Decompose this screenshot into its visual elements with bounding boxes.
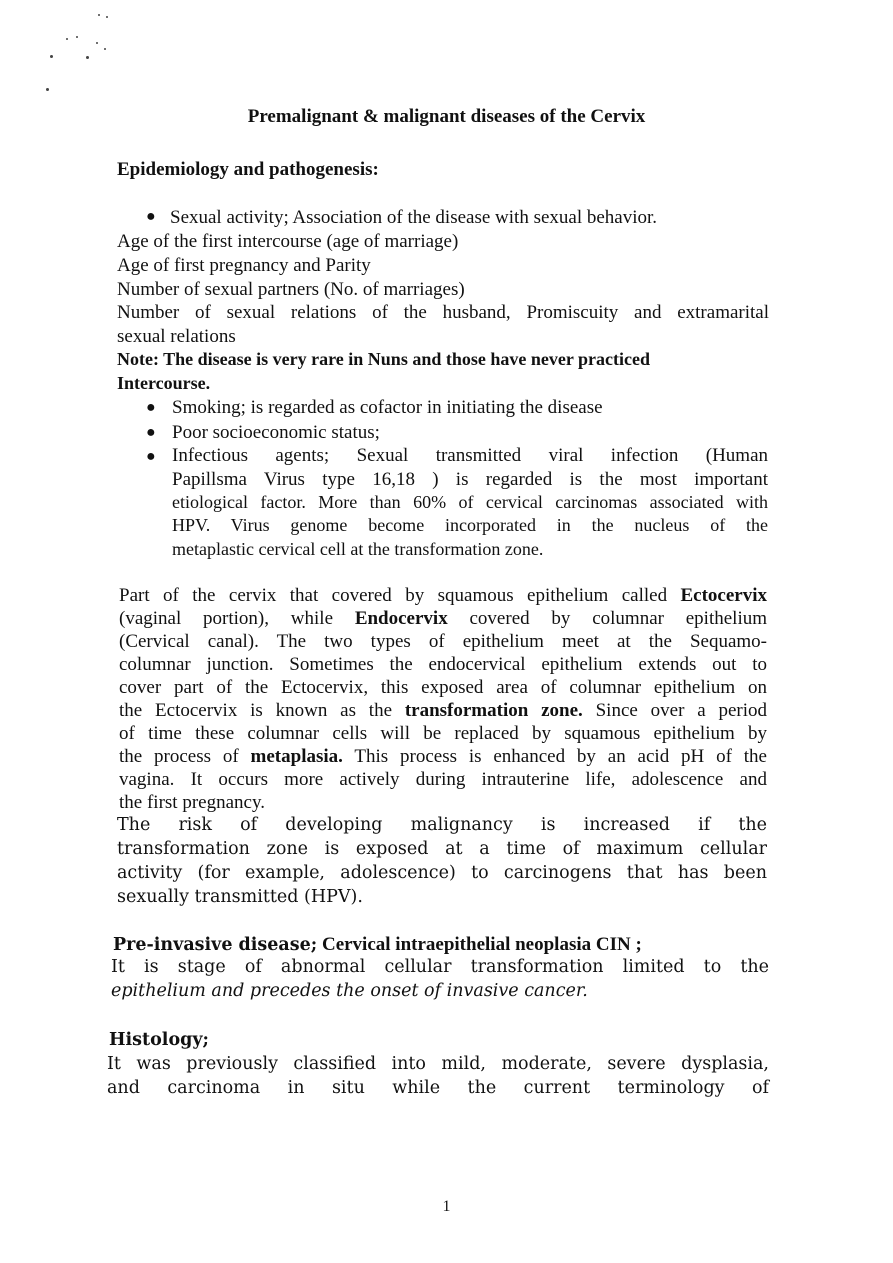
preinvasive-heading-b: Cervical intraepithelial neoplasia CIN ; bbox=[321, 934, 642, 955]
cervix-paragraph-line: the first pregnancy. bbox=[119, 792, 265, 813]
cervix-text: the Ectocervix is known as the bbox=[119, 700, 392, 721]
cervix-paragraph-line bbox=[119, 607, 767, 630]
epidemiology-heading: Epidemiology and pathogenesis: bbox=[117, 159, 379, 180]
preinvasive-heading bbox=[113, 933, 642, 957]
note-line: Note: The disease is very rare in Nuns and those have never practiced bbox=[117, 349, 650, 369]
cervix-text: the process of bbox=[119, 746, 239, 767]
risk-paragraph-line: activity (for example, adolescence) to carcinogens that has been bbox=[117, 863, 767, 883]
bullet-sexual-activity: Sexual activity; Association of the disease with sexual behavior. bbox=[170, 207, 658, 228]
risk-factor-line: sexual relations bbox=[117, 326, 236, 347]
histology-heading: Histology; bbox=[109, 1030, 209, 1050]
term-ectocervix: Ectocervix bbox=[680, 585, 768, 606]
cervix-text: Since over a period bbox=[595, 700, 767, 721]
cervix-text: covered by columnar epithelium bbox=[469, 608, 768, 629]
infectious-line: etiological factor. More than 60% of cervical carcinomas associated with bbox=[172, 492, 768, 512]
cervix-paragraph-line: (Cervical canal). The two types of epithelium meet at the Sequamo- bbox=[119, 631, 767, 652]
cervix-paragraph-line: cover part of the Ectocervix, this exposed area of columnar epithelium on bbox=[119, 677, 767, 698]
cervix-text: (vaginal portion), while bbox=[119, 608, 334, 629]
preinvasive-italic: epithelium and precedes the onset of invasive cancer. bbox=[111, 981, 588, 1001]
cervix-paragraph-line bbox=[119, 584, 767, 607]
risk-factor-line: Age of the first intercourse (age of marriage) bbox=[117, 231, 459, 252]
risk-factor-line: Age of first pregnancy and Parity bbox=[117, 255, 371, 276]
bullet-icon: ● bbox=[146, 208, 156, 225]
cervix-paragraph-line bbox=[119, 745, 767, 768]
cervix-text: This process is enhanced by an acid pH of the bbox=[354, 746, 767, 767]
preinvasive-heading-a: Pre-invasive disease; bbox=[113, 935, 318, 955]
risk-factor-line: Number of sexual relations of the husband, Promiscuity and extramarital bbox=[117, 302, 769, 323]
preinvasive-line: It is stage of abnormal cellular transformation limited to the bbox=[111, 957, 769, 977]
cervix-paragraph-line: vagina. It occurs more actively during intrauterine life, adolescence and bbox=[119, 769, 767, 790]
document-title: Premalignant & malignant diseases of the Cervix bbox=[247, 106, 646, 127]
histology-line: and carcinoma in situ while the current terminology of bbox=[107, 1078, 769, 1098]
infectious-line: HPV. Virus genome become incorporated in the nucleus of the bbox=[172, 515, 768, 535]
preinvasive-line bbox=[111, 980, 588, 1003]
page-number: 1 bbox=[442, 1198, 451, 1215]
cervix-paragraph-line: of time these columnar cells will be replaced by squamous epithelium by bbox=[119, 723, 767, 744]
infectious-line: Infectious agents; Sexual transmitted viral infection (Human bbox=[172, 445, 768, 466]
risk-factor-line: Number of sexual partners (No. of marriages) bbox=[117, 279, 465, 300]
bullet-icon: ● bbox=[146, 448, 156, 465]
cervix-paragraph-line: columnar junction. Sometimes the endocervical epithelium extends out to bbox=[119, 654, 767, 675]
bullet-icon: ● bbox=[146, 424, 156, 441]
risk-paragraph-line: sexually transmitted (HPV). bbox=[117, 887, 363, 907]
bullet-socioeconomic: Poor socioeconomic status; bbox=[172, 422, 380, 443]
risk-paragraph-line: The risk of developing malignancy is increased if the bbox=[117, 815, 767, 835]
cervix-text: Part of the cervix that covered by squamous epithelium called bbox=[119, 585, 668, 606]
note-line: Intercourse. bbox=[117, 373, 211, 393]
term-metaplasia: metaplasia. bbox=[250, 746, 343, 767]
cervix-paragraph-line bbox=[119, 699, 767, 722]
infectious-line: Papillsma Virus type 16,18 ) is regarded is the most important bbox=[172, 469, 768, 490]
bullet-smoking: Smoking; is regarded as cofactor in initiating the disease bbox=[172, 397, 603, 418]
term-transformation-zone: transformation zone. bbox=[404, 700, 583, 721]
term-endocervix: Endocervix bbox=[354, 608, 448, 629]
histology-line: It was previously classified into mild, moderate, severe dysplasia, bbox=[107, 1054, 769, 1074]
infectious-line: metaplastic cervical cell at the transformation zone. bbox=[172, 539, 544, 559]
bullet-icon: ● bbox=[146, 399, 156, 416]
risk-paragraph-line: transformation zone is exposed at a time of maximum cellular bbox=[117, 839, 767, 859]
